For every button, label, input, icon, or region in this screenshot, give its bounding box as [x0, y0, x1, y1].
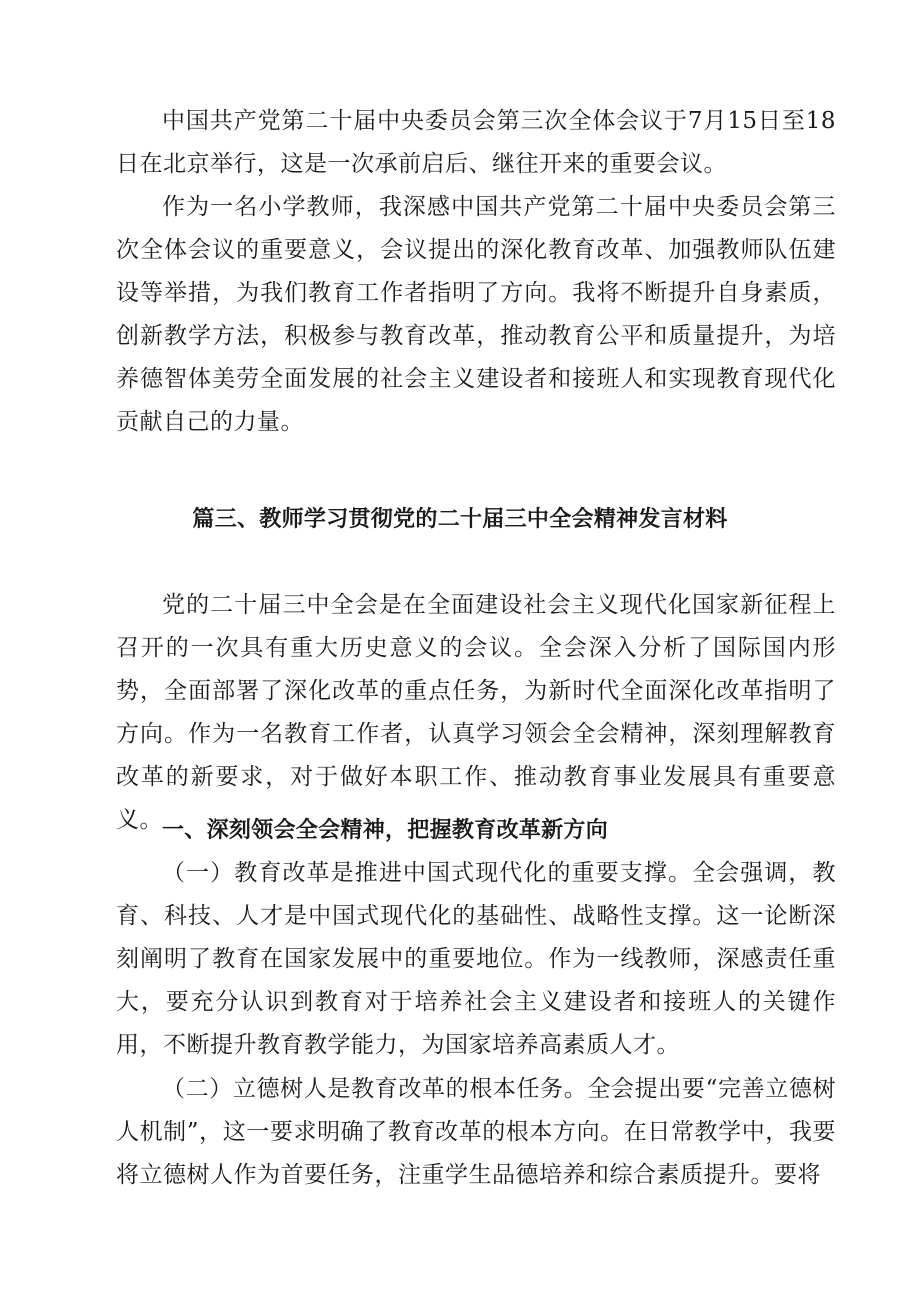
paragraph-point-2: （二）立德树人是教育改革的根本任务。全会提出要“完善立德树人机制”，这一要求明确了教育改革的根本方向。在日常教学中，我要将立德树人作为首要任务，注重学生品德培养和综合素质提升。要将	[116, 1076, 836, 1188]
subheading-1: 一、深刻领会全会精神，把握教育改革新方向	[162, 818, 609, 843]
paragraph-teacher-reflection: 作为一名小学教师，我深感中国共产党第二十届中央委员会第三次全体会议的重要意义，会议提出的深化教育改革、加强教师队伍建设等举措，为我们教育工作者指明了方向。我将不断提升自身素质，创新教学方法，积极参与教育改革，推动教育公平和质量提升，为培养德智体美劳全面发展的社会主义建设者和接班人和实现教育现代化贡献自己的力量。	[116, 194, 836, 435]
paragraph-point-1: （一）教育改革是推进中国式现代化的重要支撑。全会强调，教育、科技、人才是中国式现代化的基础性、战略性支撑。这一论断深刻阐明了教育在国家发展中的重要地位。作为一线教师，深感责任重大，要充分认识到教育对于培养社会主义建设者和接班人的关键作用，不断提升教育教学能力，为国家培养高素质人才。	[116, 860, 836, 1058]
section-title: 篇三、教师学习贯彻党的二十届三中全会精神发言材料	[192, 507, 728, 532]
paragraph-plenum-intro: 中国共产党第二十届中央委员会第三次全体会议于7月15日至18日在北京举行，这是一次承前启后、继往开来的重要会议。	[116, 108, 836, 177]
paragraph-section-intro: 党的二十届三中全会是在全面建设社会主义现代化国家新征程上召开的一次具有重大历史意义的会议。全会深入分析了国际国内形势，全面部署了深化改革的重点任务，为新时代全面深化改革指明了方向。作为一名教育工作者，认真学习领会全会精神，深刻理解教育改革的新要求，对于做好本职工作、推动教育事业发展具有重要意义。	[116, 592, 836, 833]
